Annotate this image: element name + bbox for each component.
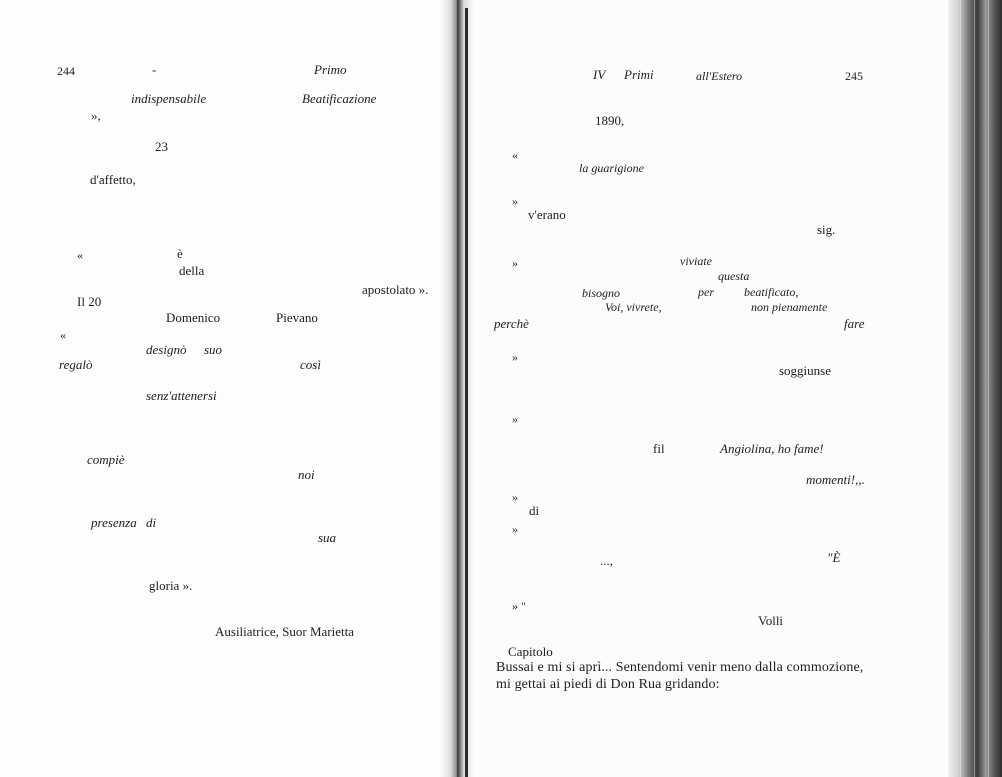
word-per: per xyxy=(698,285,714,299)
close-quote-comma: », xyxy=(91,108,101,123)
left-page xyxy=(0,0,452,777)
word-volli: Volli xyxy=(758,613,784,628)
right-running-head-chapter: IV xyxy=(593,67,606,82)
word-viviate: viviate xyxy=(680,254,712,268)
word-apostolato: apostolato ». xyxy=(362,282,429,297)
word-di: di xyxy=(146,515,157,530)
right-page-number: 245 xyxy=(845,69,863,83)
text-capitolo: Capitolo xyxy=(508,644,553,659)
right-running-head-primi: Primi xyxy=(624,67,654,82)
body-line-2: mi gettai ai piedi di Don Rua gridando: xyxy=(496,677,720,692)
word-la-guarigione: la guarigione xyxy=(579,161,644,175)
page-edge-streak xyxy=(960,0,961,777)
right-page xyxy=(452,0,1002,777)
close-quote-2: » xyxy=(512,256,518,270)
word-beatificazione: Beatificazione xyxy=(302,91,377,106)
word-questa: questa xyxy=(718,269,750,283)
word-noi: noi xyxy=(298,467,315,482)
left-page-number: 244 xyxy=(57,64,75,78)
word-v-erano: v'erano xyxy=(528,207,566,222)
close-quote-7: » " xyxy=(512,599,526,613)
text-ausiliatrice: Ausiliatrice, Suor Marietta xyxy=(215,624,354,639)
word-fare: fare xyxy=(844,316,865,331)
page-edge-streak xyxy=(974,0,975,777)
word-senz-attenersi: senz'attenersi xyxy=(146,388,217,403)
close-quote-4: » xyxy=(512,412,518,426)
text-il-20: Il 20 xyxy=(77,294,102,309)
word-sua: sua xyxy=(318,530,337,545)
word-presenza: presenza xyxy=(91,515,137,530)
word-beatificato: beatificato, xyxy=(744,285,799,299)
close-quote-6: » xyxy=(512,522,518,536)
text-angiolina: Angiolina, ho fame! xyxy=(720,441,824,456)
close-quote-3: » xyxy=(512,350,518,364)
word-designo: designò xyxy=(146,342,187,357)
word-cosi: così xyxy=(300,357,321,372)
body-line-1: Bussai e mi si aprì... Sentendomi venir meno dalla commozione, xyxy=(496,660,864,675)
number-23: 23 xyxy=(155,139,168,154)
word-di: di xyxy=(529,503,540,518)
word-d-affetto: d'affetto, xyxy=(90,172,136,187)
book-gutter-shadow xyxy=(440,0,474,777)
word-indispensabile: indispensabile xyxy=(131,91,207,106)
open-quote: « xyxy=(512,148,518,162)
word-pievano: Pievano xyxy=(276,310,318,325)
page-edge-stack xyxy=(948,0,1002,777)
left-running-head-dash: - xyxy=(152,62,157,77)
text-non-pienamente: non pienamente xyxy=(751,300,828,314)
close-quote-1: » xyxy=(512,194,518,208)
left-running-head-title: Primo xyxy=(314,62,347,77)
close-quote-5: » xyxy=(512,490,518,504)
word-compie: compiè xyxy=(87,452,125,467)
text-voi-vivrete: Voi, vivrete, xyxy=(605,300,662,314)
year-1890: 1890, xyxy=(595,113,625,128)
word-perche: perchè xyxy=(494,316,529,331)
open-quote: « xyxy=(77,248,83,262)
word-della: della xyxy=(179,263,205,278)
word-regalo: regalò xyxy=(59,357,93,372)
text-ellipsis: ..., xyxy=(600,553,613,568)
book-spine-line xyxy=(465,8,468,777)
word-fil: fil xyxy=(653,441,665,456)
word-soggiunse: soggiunse xyxy=(779,363,831,378)
text-quote-e: "È xyxy=(827,550,841,565)
open-quote-2: « xyxy=(60,328,66,342)
word-e-accent: è xyxy=(177,246,183,261)
word-gloria: gloria ». xyxy=(149,578,193,593)
word-domenico: Domenico xyxy=(166,310,221,325)
word-bisogno: bisogno xyxy=(582,286,621,300)
word-suo: suo xyxy=(204,342,223,357)
word-sig: sig. xyxy=(817,222,836,237)
right-running-head-estero: all'Estero xyxy=(696,69,743,83)
word-momenti: momenti!,,. xyxy=(806,472,865,487)
page-edge-streak xyxy=(988,0,989,777)
